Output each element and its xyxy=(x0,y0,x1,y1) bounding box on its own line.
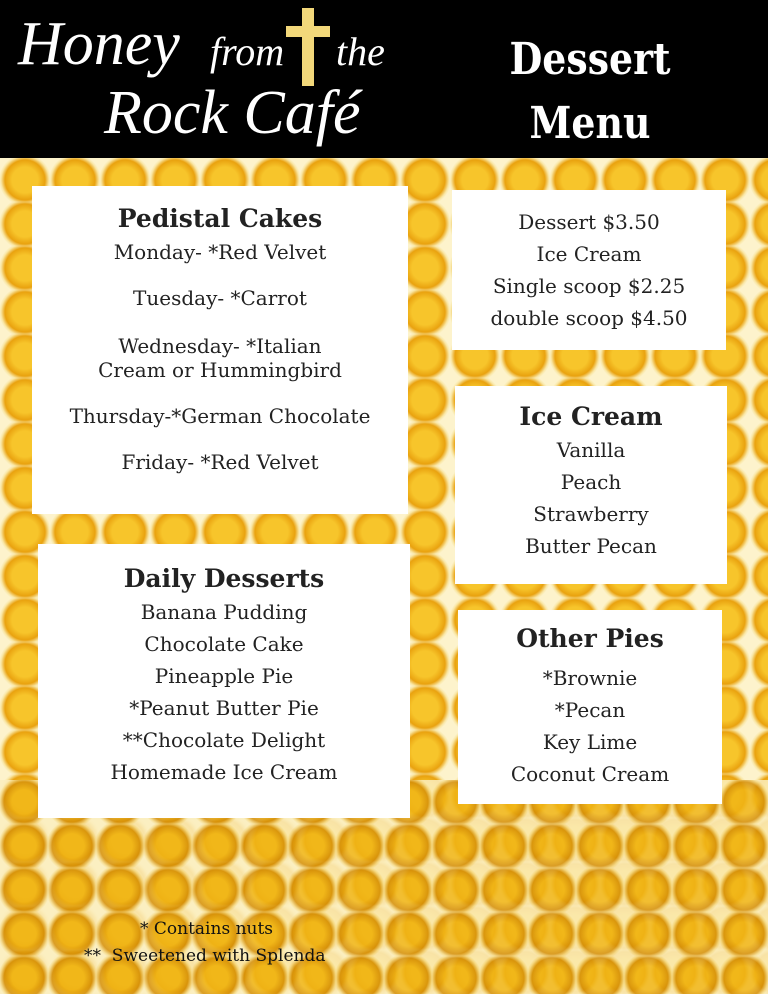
price-item: Dessert $3.50 xyxy=(518,210,660,234)
other-pies-heading: Other Pies xyxy=(516,624,664,653)
ice-cream-panel xyxy=(455,386,727,584)
prices-panel xyxy=(452,190,726,350)
daily-item: Chocolate Cake xyxy=(144,632,304,656)
header-banner xyxy=(0,0,768,158)
pedistal-cakes-panel xyxy=(32,186,408,514)
cake-item-friday: Friday- *Red Velvet xyxy=(121,450,319,474)
footnote-splenda: ** Sweetened with Splenda xyxy=(84,946,326,966)
footnote-nuts: * Contains nuts xyxy=(140,919,274,939)
cake-item-wednesday-line1: Wednesday- *Italian xyxy=(118,334,322,358)
ice-cream-item: Peach xyxy=(560,470,622,494)
cake-item-wednesday-line2: Cream or Hummingbird xyxy=(98,358,342,382)
pie-item: Coconut Cream xyxy=(510,762,670,786)
menu-title: Dessert Menu xyxy=(509,34,671,149)
daily-desserts-heading: Daily Desserts xyxy=(123,564,325,593)
pedistal-cakes-heading: Pedistal Cakes xyxy=(117,204,323,233)
cake-item-monday: Monday- *Red Velvet xyxy=(113,240,327,264)
ice-cream-item: Butter Pecan xyxy=(525,534,657,558)
ice-cream-item: Strawberry xyxy=(533,502,649,526)
brand-line-rock-cafe: Rock Café xyxy=(104,79,361,147)
pie-item: *Pecan xyxy=(554,698,626,722)
pie-item: *Brownie xyxy=(542,666,638,690)
brand-word-the: the xyxy=(336,29,385,74)
price-item: Single scoop $2.25 xyxy=(492,274,686,298)
daily-item: Homemade Ice Cream xyxy=(110,760,338,784)
daily-item: Banana Pudding xyxy=(140,600,308,624)
daily-item: Pineapple Pie xyxy=(154,664,294,688)
brand-word-from: from xyxy=(210,29,285,74)
pie-item: Key Lime xyxy=(542,730,638,754)
price-item: Ice Cream xyxy=(536,242,642,266)
cake-item-tuesday: Tuesday- *Carrot xyxy=(133,286,307,310)
brand-word-honey: Honey xyxy=(18,10,180,78)
cross-icon xyxy=(286,8,330,86)
cake-item-thursday: Thursday-*German Chocolate xyxy=(69,404,371,428)
price-item: double scoop $4.50 xyxy=(490,306,688,330)
ice-cream-heading: Ice Cream xyxy=(519,402,663,431)
ice-cream-item: Vanilla xyxy=(556,438,626,462)
other-pies-panel xyxy=(458,610,722,804)
daily-item: **Chocolate Delight xyxy=(122,728,326,752)
daily-item: *Peanut Butter Pie xyxy=(129,696,319,720)
daily-desserts-panel xyxy=(38,544,410,818)
